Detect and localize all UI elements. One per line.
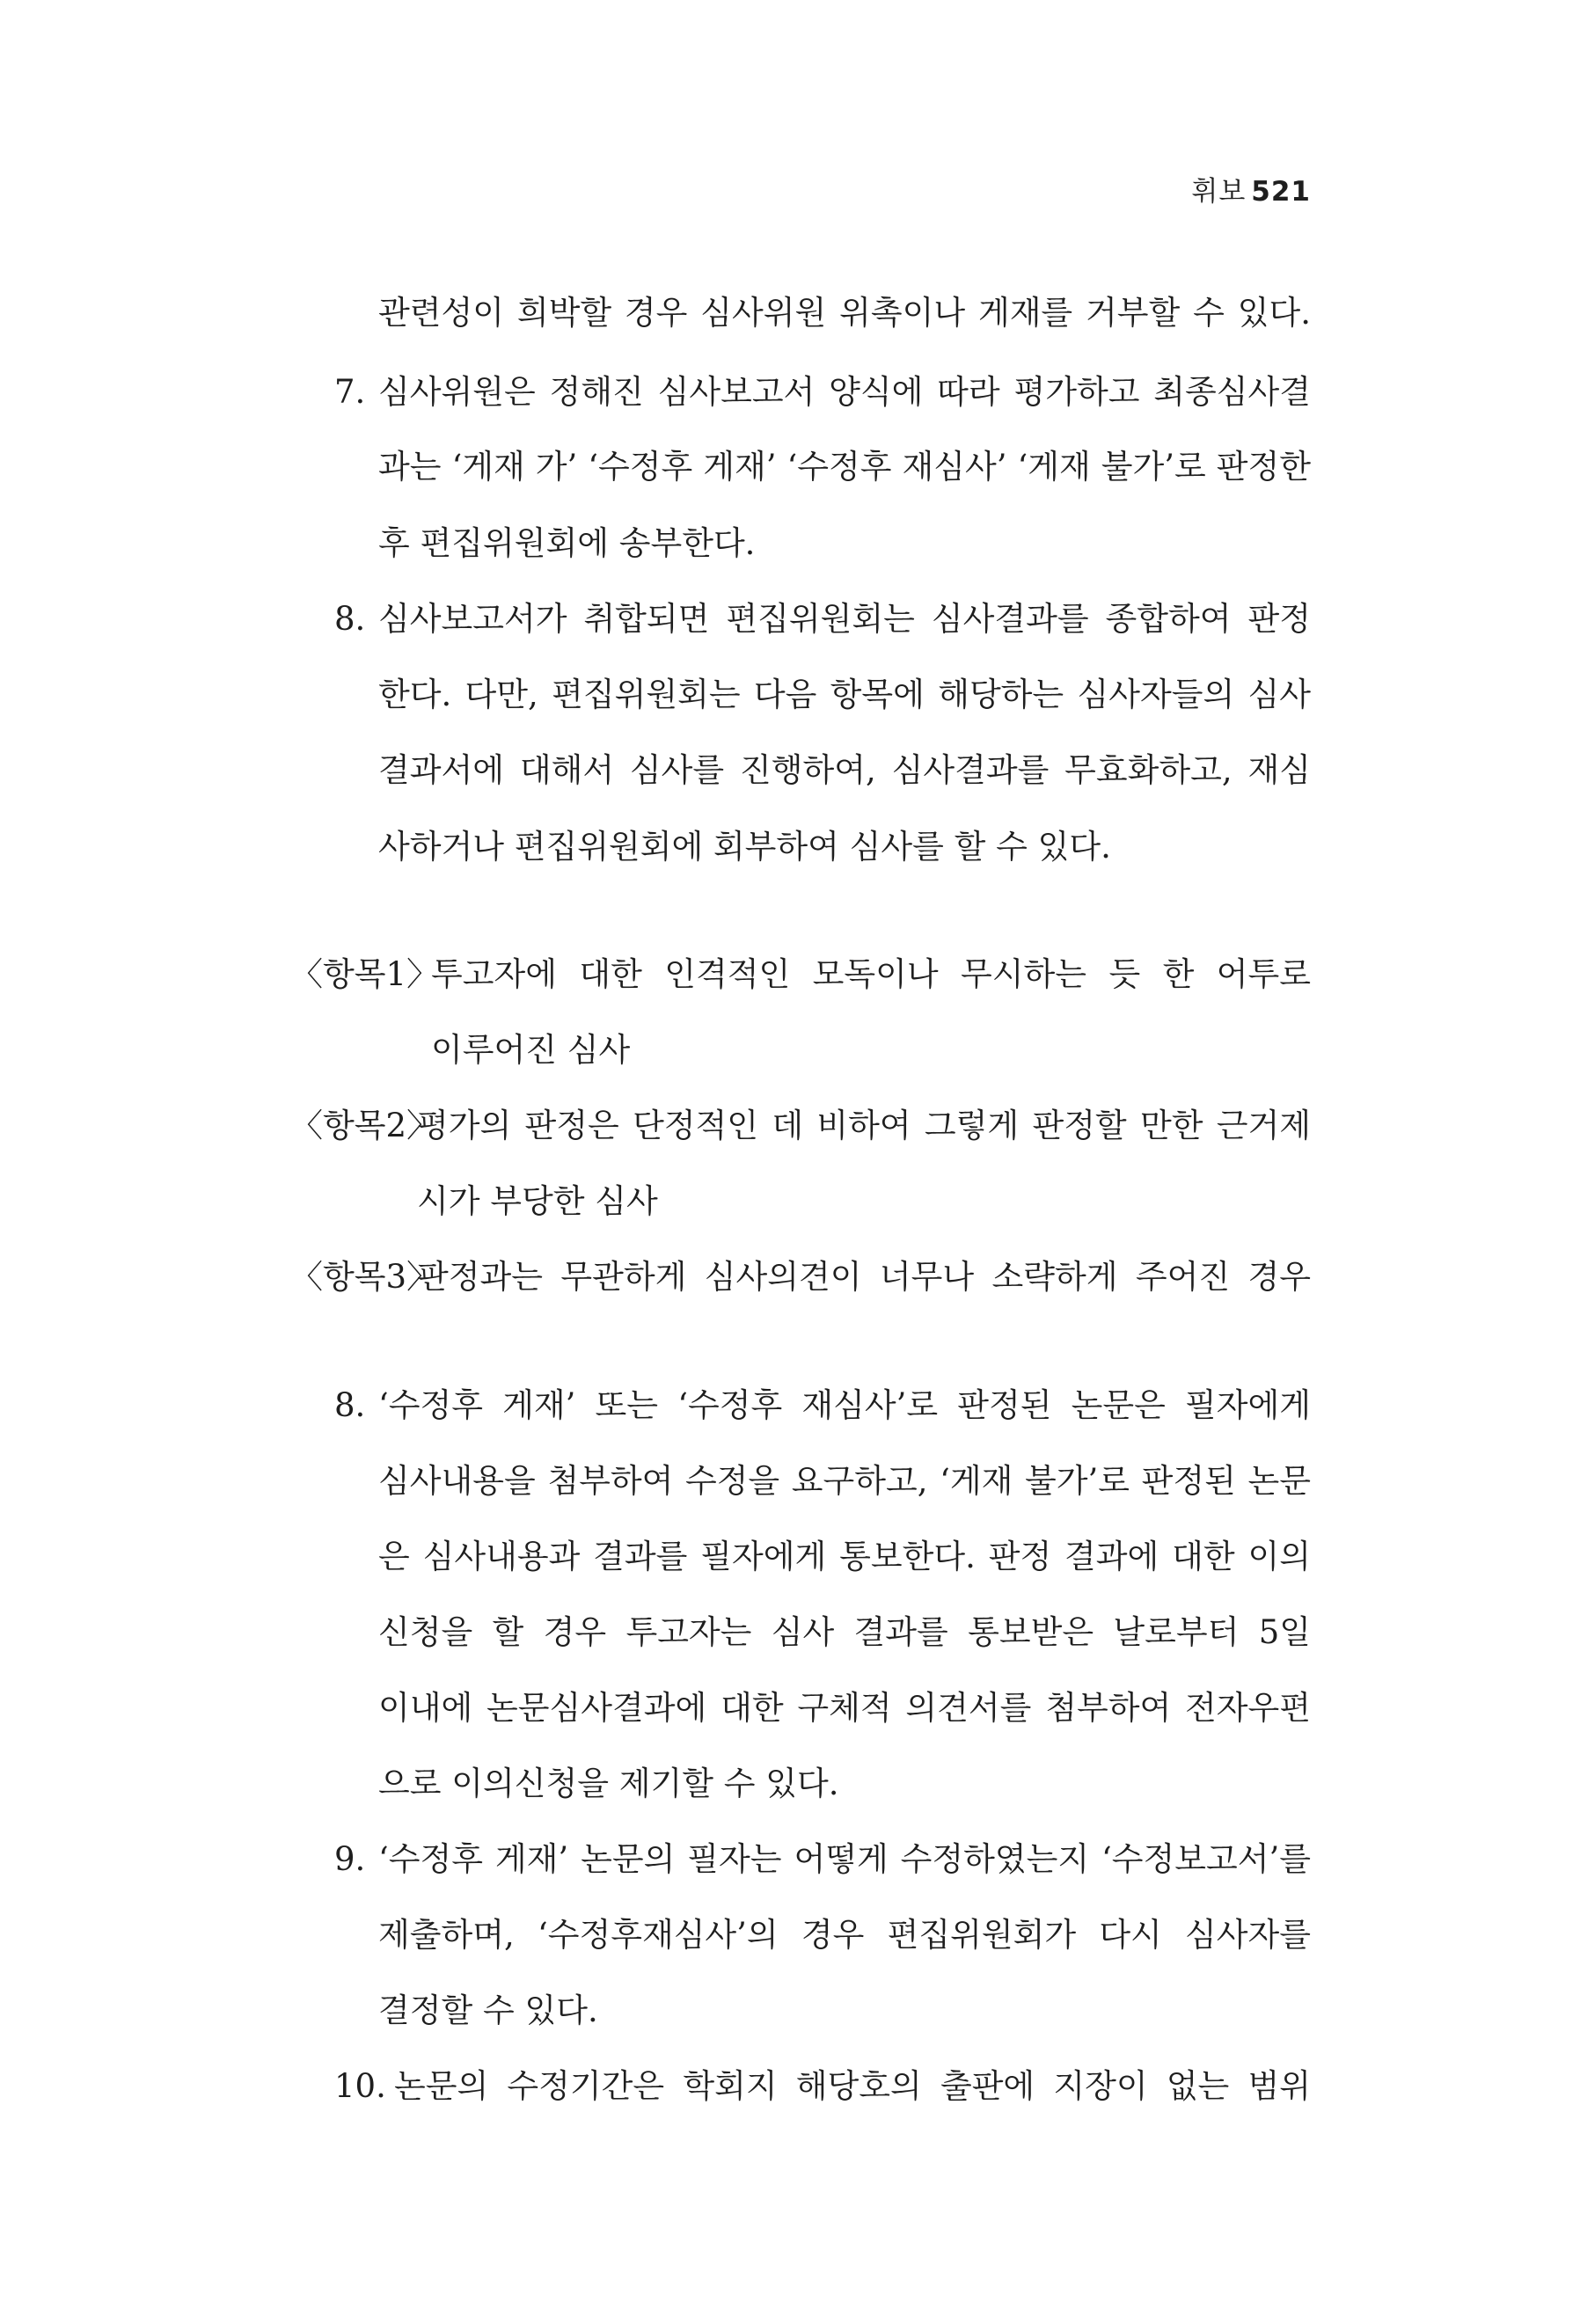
item-9-line-1: ‘수정후 게재’ 논문의 필자는 어떻게 수정하였는지 ‘수정보고서’를 bbox=[378, 1840, 1311, 1878]
clause-3-label: 〈항목3〉 bbox=[290, 1258, 440, 1296]
page-number: 521 bbox=[1251, 176, 1311, 208]
item-8a-line-2: 한다. 다만, 편집위원회는 다음 항목에 해당하는 심사자들의 심사 bbox=[378, 676, 1311, 713]
item-7-number: 7. bbox=[334, 373, 366, 411]
running-header bbox=[1191, 169, 1311, 208]
item-10-number: 10. bbox=[334, 2067, 386, 2105]
item-7-line-3: 후 편집위원회에 송부한다. bbox=[378, 524, 756, 562]
header-section-title: 휘보 bbox=[1191, 176, 1247, 208]
item-8b-line-6: 으로 이의신청을 제기할 수 있다. bbox=[378, 1765, 839, 1802]
clause-1-line-1: 투고자에 대한 인격적인 모독이나 무시하는 듯 한 어투로 bbox=[431, 955, 1311, 993]
item-9-line-3: 결정할 수 있다. bbox=[378, 1991, 598, 2029]
item-8b-line-2: 심사내용을 첨부하여 수정을 요구하고, ‘게재 불가’로 판정된 논문 bbox=[378, 1462, 1311, 1500]
item-8b-number: 8. bbox=[334, 1386, 366, 1424]
item-8b-line-5: 이내에 논문심사결과에 대한 구체적 의견서를 첨부하여 전자우편 bbox=[378, 1689, 1311, 1727]
clause-3-line-1: 판정과는 무관하게 심사의견이 너무나 소략하게 주어진 경우 bbox=[417, 1258, 1311, 1296]
clause-2-label: 〈항목2〉 bbox=[290, 1107, 440, 1144]
item-8b-line-1: ‘수정후 게재’ 또는 ‘수정후 재심사’로 판정된 논문은 필자에게 bbox=[378, 1386, 1311, 1424]
item-8b-line-4: 신청을 할 경우 투고자는 심사 결과를 통보받은 날로부터 5일 bbox=[378, 1613, 1311, 1651]
clause-1-line-2: 이루어진 심사 bbox=[431, 1031, 631, 1069]
item-9-number: 9. bbox=[334, 1840, 366, 1878]
clause-2-line-1: 평가의 판정은 단정적인 데 비하여 그렇게 판정할 만한 근거제 bbox=[417, 1107, 1311, 1144]
item-10-line-1: 논문의 수정기간은 학회지 해당호의 출판에 지장이 없는 범위 bbox=[394, 2067, 1311, 2105]
item-6-continuation: 관련성이 희박할 경우 심사위원 위촉이나 게재를 거부할 수 있다. bbox=[378, 294, 1311, 332]
item-7-line-2: 과는 ‘게재 가’ ‘수정후 게재’ ‘수정후 재심사’ ‘게재 불가’로 판정한 bbox=[378, 448, 1311, 486]
item-8b-line-3: 은 심사내용과 결과를 필자에게 통보한다. 판정 결과에 대한 이의 bbox=[378, 1538, 1311, 1575]
item-8a-line-3: 결과서에 대해서 심사를 진행하여, 심사결과를 무효화하고, 재심 bbox=[378, 751, 1311, 789]
item-7-line-1: 심사위원은 정해진 심사보고서 양식에 따라 평가하고 최종심사결 bbox=[378, 373, 1311, 411]
clause-1-label: 〈항목1〉 bbox=[290, 955, 440, 993]
item-9-line-2: 제출하며, ‘수정후재심사’의 경우 편집위원회가 다시 심사자를 bbox=[378, 1916, 1311, 1954]
item-8a-line-4: 사하거나 편집위원회에 회부하여 심사를 할 수 있다. bbox=[378, 828, 1111, 866]
clause-2-line-2: 시가 부당한 심사 bbox=[417, 1182, 658, 1220]
item-8a-line-1: 심사보고서가 취합되면 편집위원회는 심사결과를 종합하여 판정 bbox=[378, 600, 1311, 638]
item-8a-number: 8. bbox=[334, 600, 366, 638]
